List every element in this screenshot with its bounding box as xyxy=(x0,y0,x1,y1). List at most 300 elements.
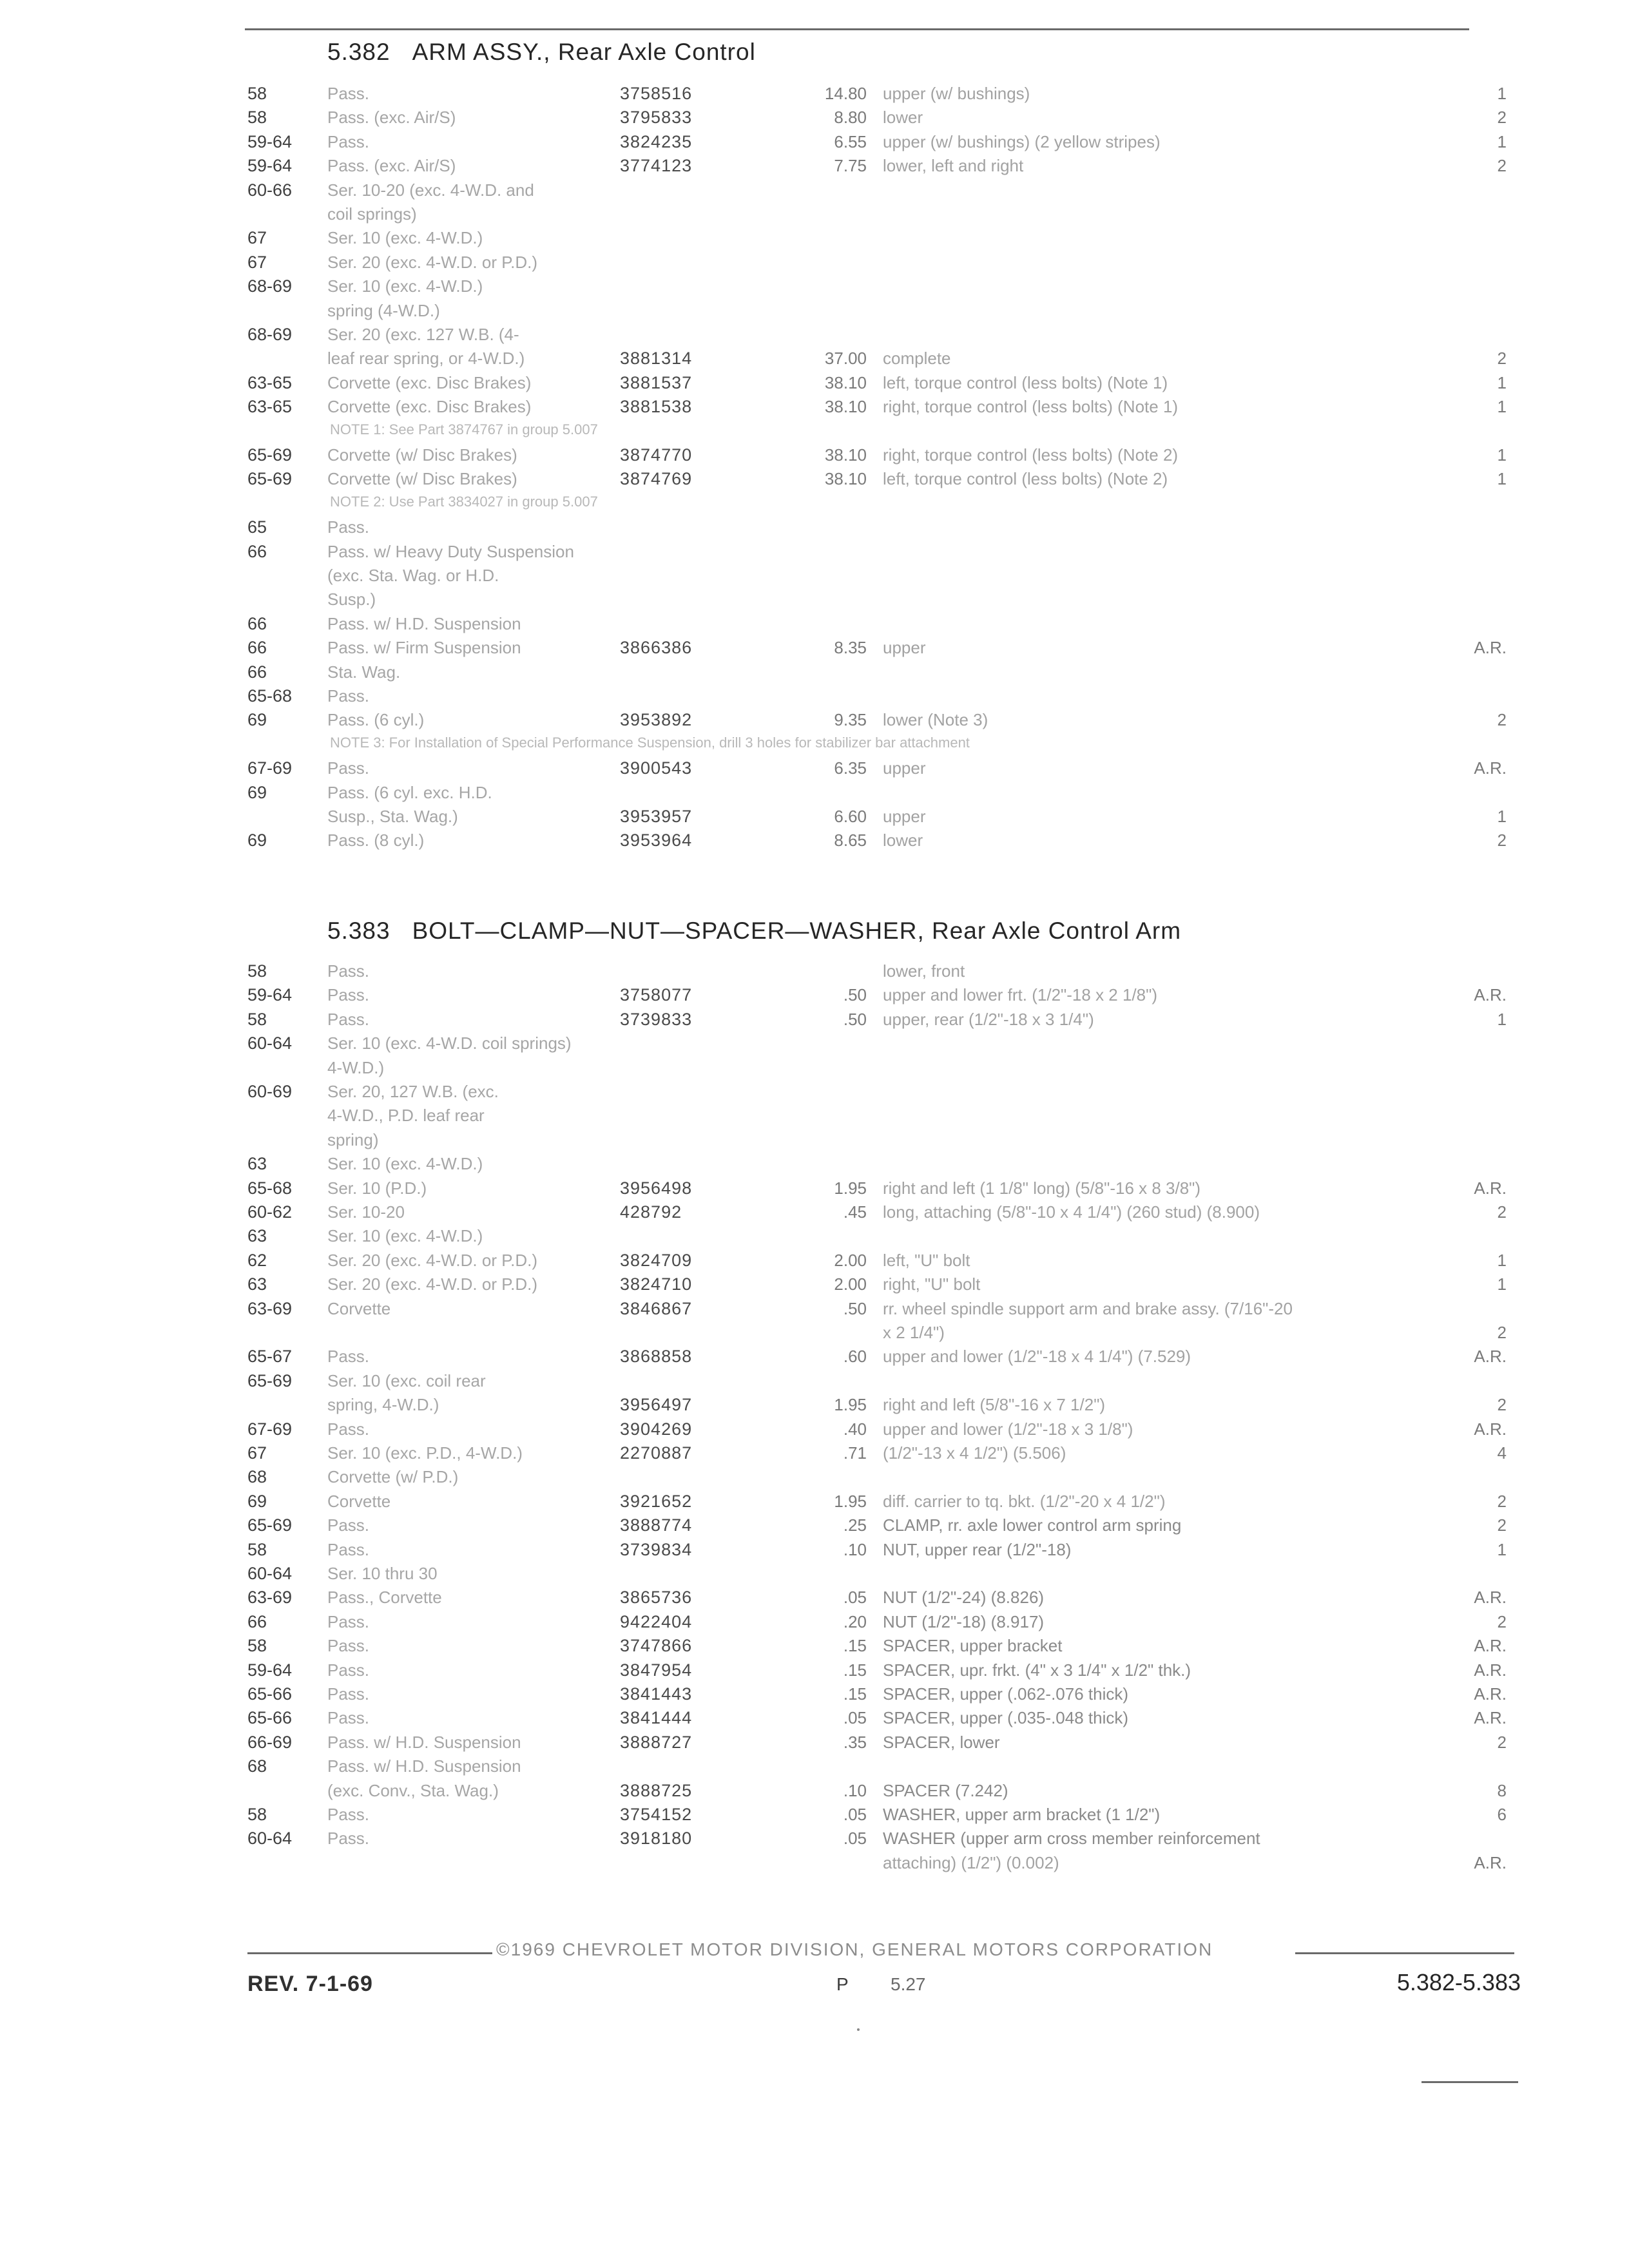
model-application: Ser. 20 (exc. 127 W.B. (4- xyxy=(327,325,519,344)
part-description: right and left (1 1/8" long) (5/8"-16 x 8 3/8") xyxy=(883,1178,1201,1198)
parts-row xyxy=(0,1514,1629,1539)
part-number: 3747866 xyxy=(620,1636,693,1655)
parts-row xyxy=(0,1611,1629,1635)
part-description: right, "U" bolt xyxy=(883,1274,981,1294)
model-application: Ser. 10 (exc. coil rear xyxy=(327,1371,486,1390)
list-price: 6.60 xyxy=(834,807,867,826)
parts-row xyxy=(0,155,1629,179)
quantity: 1 xyxy=(1497,1251,1507,1270)
quantity: 2 xyxy=(1497,108,1507,127)
list-price: 6.35 xyxy=(834,758,867,778)
list-price: .25 xyxy=(843,1515,867,1535)
part-number: 3758077 xyxy=(620,985,693,1004)
part-number: 3881537 xyxy=(620,373,693,392)
parts-row xyxy=(0,1321,1629,1346)
part-description: NUT (1/2"-18) (8.917) xyxy=(883,1612,1045,1631)
model-year: 65 xyxy=(247,517,267,537)
part-description: SPACER, upr. frkt. (4" x 3 1/4" x 1/2" thk.) xyxy=(883,1660,1191,1680)
part-number: 3841443 xyxy=(620,1684,693,1704)
quantity: 1 xyxy=(1497,1274,1507,1294)
parts-row xyxy=(0,372,1629,396)
model-application: Pass. w/ H.D. Suspension xyxy=(327,614,521,633)
quantity: 1 xyxy=(1497,84,1507,103)
part-description: right and left (5/8"-16 x 7 1/2") xyxy=(883,1395,1106,1414)
part-number: 2270887 xyxy=(620,1443,693,1463)
model-year: 60-62 xyxy=(247,1202,293,1222)
model-year: 58 xyxy=(247,1805,267,1824)
model-year: 67 xyxy=(247,228,267,247)
model-application: Pass. xyxy=(327,517,370,537)
model-year: 65-67 xyxy=(247,1347,293,1366)
model-year: 69 xyxy=(247,831,267,850)
list-price: .71 xyxy=(843,1443,867,1463)
model-year: 68 xyxy=(247,1467,267,1486)
parts-row xyxy=(0,805,1629,830)
list-price: .05 xyxy=(843,1588,867,1607)
model-year: 58 xyxy=(247,1010,267,1029)
model-year: 58 xyxy=(247,961,267,981)
model-application: Pass. xyxy=(327,758,370,778)
model-year: 58 xyxy=(247,1540,267,1559)
list-price: .60 xyxy=(843,1347,867,1366)
part-number: 3956498 xyxy=(620,1178,693,1198)
parts-row xyxy=(0,347,1629,372)
parts-row xyxy=(0,782,1629,806)
model-year: 67-69 xyxy=(247,1419,293,1439)
model-year: 65-66 xyxy=(247,1684,293,1704)
quantity: A.R. xyxy=(1474,638,1507,657)
part-description: attaching) (1/2") (0.002) xyxy=(883,1853,1059,1872)
part-number: 3841444 xyxy=(620,1708,693,1727)
list-price: .05 xyxy=(843,1805,867,1824)
footnote: NOTE 1: See Part 3874767 in group 5.007 xyxy=(330,421,598,437)
parts-row xyxy=(0,564,1629,589)
list-price: .35 xyxy=(843,1733,867,1752)
model-year: 63 xyxy=(247,1154,267,1173)
part-description: upper and lower (1/2"-18 x 3 1/8") xyxy=(883,1419,1133,1439)
parts-row xyxy=(0,444,1629,468)
model-application: spring (4-W.D.) xyxy=(327,301,440,320)
part-number: 9422404 xyxy=(620,1612,693,1631)
quantity: 1 xyxy=(1497,807,1507,826)
parts-row xyxy=(0,1394,1629,1418)
part-number: 3754152 xyxy=(620,1805,693,1824)
model-application: Pass. xyxy=(327,1612,370,1631)
model-application: Corvette (w/ Disc Brakes) xyxy=(327,445,517,465)
quantity: A.R. xyxy=(1474,1636,1507,1655)
quantity: 2 xyxy=(1497,349,1507,368)
model-year: 60-66 xyxy=(247,180,293,200)
part-number: 3900543 xyxy=(620,758,693,778)
model-year: 65-69 xyxy=(247,445,293,465)
part-number: 3795833 xyxy=(620,108,693,127)
part-description: left, torque control (less bolts) (Note 1) xyxy=(883,373,1168,392)
model-application: Ser. 10 (exc. 4-W.D.) xyxy=(327,276,483,296)
model-year: 58 xyxy=(247,1636,267,1655)
section-heading: BOLT—CLAMP—NUT—SPACER—WASHER, Rear Axle Control Arm xyxy=(412,918,1182,944)
quantity: A.R. xyxy=(1474,1178,1507,1198)
model-year: 68-69 xyxy=(247,276,293,296)
parts-row xyxy=(0,829,1629,854)
parts-row xyxy=(0,588,1629,613)
model-year: 63 xyxy=(247,1274,267,1294)
list-price: 38.10 xyxy=(824,469,867,488)
quantity: A.R. xyxy=(1474,1853,1507,1872)
model-application: Pass. xyxy=(327,686,370,706)
parts-row xyxy=(0,1442,1629,1466)
copyright-line: ©1969 CHEVROLET MOTOR DIVISION, GENERAL MOTORS CORPORATION xyxy=(496,1939,1213,1959)
parts-row xyxy=(0,1418,1629,1443)
quantity: 2 xyxy=(1497,1395,1507,1414)
list-price: .15 xyxy=(843,1684,867,1704)
part-number: 3881538 xyxy=(620,397,693,416)
model-application: Ser. 20, 127 W.B. (exc. xyxy=(327,1082,499,1101)
model-application: Pass. xyxy=(327,1419,370,1439)
model-year: 59-64 xyxy=(247,1660,293,1680)
model-application: Pass. xyxy=(327,1684,370,1704)
parts-row xyxy=(0,1104,1629,1129)
footer-rule-left xyxy=(247,1952,492,1954)
parts-row xyxy=(0,1539,1629,1563)
model-application: leaf rear spring, or 4-W.D.) xyxy=(327,349,525,368)
quantity: 2 xyxy=(1497,156,1507,175)
parts-row xyxy=(0,396,1629,420)
list-price: .50 xyxy=(843,1010,867,1029)
footnote: NOTE 2: Use Part 3834027 in group 5.007 xyxy=(330,494,598,510)
model-application: Pass. xyxy=(327,1708,370,1727)
parts-row xyxy=(0,1707,1629,1731)
part-number: 3866386 xyxy=(620,638,693,657)
part-description: upper (w/ bushings) (2 yellow stripes) xyxy=(883,132,1161,151)
part-description: lower xyxy=(883,108,923,127)
model-application: Pass. xyxy=(327,84,370,103)
parts-row xyxy=(0,1635,1629,1659)
list-price: .10 xyxy=(843,1781,867,1800)
part-number: 3865736 xyxy=(620,1588,693,1607)
quantity: 1 xyxy=(1497,397,1507,416)
model-application: (exc. Conv., Sta. Wag.) xyxy=(327,1781,499,1800)
parts-row xyxy=(0,275,1629,300)
parts-row xyxy=(0,1032,1629,1057)
part-number: 3846867 xyxy=(620,1299,693,1318)
part-description: NUT (1/2"-24) (8.826) xyxy=(883,1588,1045,1607)
model-year: 59-64 xyxy=(247,985,293,1004)
model-year: 69 xyxy=(247,783,267,802)
model-application: Corvette (w/ Disc Brakes) xyxy=(327,469,517,488)
part-number: 3824709 xyxy=(620,1251,693,1270)
model-application: Pass. (exc. Air/S) xyxy=(327,108,456,127)
parts-row xyxy=(0,300,1629,324)
parts-row xyxy=(0,757,1629,782)
list-price: 1.95 xyxy=(834,1492,867,1511)
parts-row xyxy=(0,1370,1629,1394)
model-application: Pass. w/ Firm Suspension xyxy=(327,638,521,657)
part-description: long, attaching (5/8"-10 x 4 1/4") (260 stud) (8.900) xyxy=(883,1202,1260,1222)
page-number: 5.27 xyxy=(891,1974,926,1994)
top-rule xyxy=(245,28,1469,30)
model-application: 4-W.D., P.D. leaf rear xyxy=(327,1106,485,1125)
part-number: 3921652 xyxy=(620,1492,693,1511)
part-description: NUT, upper rear (1/2"-18) xyxy=(883,1540,1072,1559)
list-price: .10 xyxy=(843,1540,867,1559)
model-year: 63 xyxy=(247,1226,267,1245)
list-price: .50 xyxy=(843,985,867,1004)
parts-row xyxy=(0,131,1629,155)
parts-row xyxy=(0,82,1629,107)
parts-row xyxy=(0,1490,1629,1515)
list-price: .40 xyxy=(843,1419,867,1439)
part-description: SPACER, upper bracket xyxy=(883,1636,1063,1655)
quantity: 2 xyxy=(1497,1323,1507,1342)
model-year: 65-68 xyxy=(247,686,293,706)
part-description: SPACER, lower xyxy=(883,1733,1000,1752)
model-application: Ser. 20 (exc. 4-W.D. or P.D.) xyxy=(327,1274,538,1294)
list-price: 8.35 xyxy=(834,638,867,657)
quantity: 2 xyxy=(1497,710,1507,729)
part-description: right, torque control (less bolts) (Note 2) xyxy=(883,445,1179,465)
model-year: 60-64 xyxy=(247,1033,293,1053)
list-price: .45 xyxy=(843,1202,867,1222)
quantity: 2 xyxy=(1497,1733,1507,1752)
list-price: 1.95 xyxy=(834,1395,867,1414)
list-price: .15 xyxy=(843,1660,867,1680)
part-description: SPACER (7.242) xyxy=(883,1781,1008,1800)
parts-row xyxy=(0,1586,1629,1611)
part-number: 3874769 xyxy=(620,469,693,488)
footer-rule-right xyxy=(1295,1952,1514,1954)
model-year: 67 xyxy=(247,1443,267,1463)
model-year: 65-69 xyxy=(247,1371,293,1390)
parts-row xyxy=(0,1249,1629,1274)
parts-row xyxy=(0,1827,1629,1852)
list-price: 14.80 xyxy=(824,84,867,103)
part-description: rr. wheel spindle support arm and brake assy. (7/16"-20 xyxy=(883,1299,1293,1318)
model-application: Pass. w/ H.D. Suspension xyxy=(327,1756,521,1776)
list-price: 37.00 xyxy=(824,349,867,368)
model-application: Sta. Wag. xyxy=(327,662,401,682)
quantity: A.R. xyxy=(1474,1660,1507,1680)
list-price: .50 xyxy=(843,1299,867,1318)
part-description: CLAMP, rr. axle lower control arm spring xyxy=(883,1515,1182,1535)
model-application: Pass. (6 cyl. exc. H.D. xyxy=(327,783,492,802)
parts-row xyxy=(0,1201,1629,1225)
list-price: 1.95 xyxy=(834,1178,867,1198)
model-application: Ser. 10 (P.D.) xyxy=(327,1178,427,1198)
model-application: 4-W.D.) xyxy=(327,1058,385,1077)
part-description: lower, front xyxy=(883,961,965,981)
quantity: 6 xyxy=(1497,1805,1507,1824)
model-application: Pass. xyxy=(327,1347,370,1366)
parts-row xyxy=(0,1466,1629,1490)
model-application: Pass. xyxy=(327,132,370,151)
model-year: 63-69 xyxy=(247,1299,293,1318)
quantity: 8 xyxy=(1497,1781,1507,1800)
quantity: A.R. xyxy=(1474,1347,1507,1366)
model-application: Ser. 10 thru 30 xyxy=(327,1564,438,1583)
parts-row xyxy=(0,179,1629,204)
quantity: 2 xyxy=(1497,1202,1507,1222)
parts-row xyxy=(0,1057,1629,1081)
parts-row xyxy=(0,1562,1629,1587)
group-range: 5.382-5.383 xyxy=(1396,1969,1521,1995)
part-number: 3874770 xyxy=(620,445,693,465)
part-number: 3774123 xyxy=(620,156,693,175)
parts-row xyxy=(0,685,1629,709)
parts-row xyxy=(0,1273,1629,1298)
model-application: Pass. (6 cyl.) xyxy=(327,710,425,729)
list-price: 38.10 xyxy=(824,445,867,465)
parts-row xyxy=(0,1780,1629,1804)
parts-row xyxy=(0,1298,1629,1322)
model-year: 66-69 xyxy=(247,1733,293,1752)
model-application: Pass. xyxy=(327,1660,370,1680)
model-year: 60-64 xyxy=(247,1564,293,1583)
part-number: 3847954 xyxy=(620,1660,693,1680)
part-description: diff. carrier to tq. bkt. (1/2"-20 x 4 1/2") xyxy=(883,1492,1166,1511)
list-price: 8.65 xyxy=(834,831,867,850)
model-application: Pass. (exc. Air/S) xyxy=(327,156,456,175)
part-number: 3739834 xyxy=(620,1540,693,1559)
model-application: Pass. xyxy=(327,1540,370,1559)
parts-row xyxy=(0,468,1629,492)
part-number: 3953892 xyxy=(620,710,693,729)
part-description: upper xyxy=(883,638,926,657)
parts-row xyxy=(0,1803,1629,1828)
page-letter: P xyxy=(836,1974,849,1994)
list-price: 38.10 xyxy=(824,373,867,392)
model-year: 67 xyxy=(247,253,267,272)
list-price: 38.10 xyxy=(824,397,867,416)
parts-row xyxy=(0,1177,1629,1202)
model-application: Corvette (exc. Disc Brakes) xyxy=(327,373,532,392)
parts-row xyxy=(0,637,1629,661)
model-application: Ser. 10 (exc. 4-W.D.) xyxy=(327,1226,483,1245)
model-year: 66 xyxy=(247,662,267,682)
quantity: 1 xyxy=(1497,132,1507,151)
list-price: .20 xyxy=(843,1612,867,1631)
quantity: 2 xyxy=(1497,1515,1507,1535)
parts-row xyxy=(0,613,1629,637)
list-price: 9.35 xyxy=(834,710,867,729)
part-description: left, torque control (less bolts) (Note 2) xyxy=(883,469,1168,488)
model-year: 63-69 xyxy=(247,1588,293,1607)
model-application: Ser. 20 (exc. 4-W.D. or P.D.) xyxy=(327,253,538,272)
part-number: 3888774 xyxy=(620,1515,693,1535)
part-number: 3953957 xyxy=(620,807,693,826)
part-number: 3868858 xyxy=(620,1347,693,1366)
list-price: 2.00 xyxy=(834,1251,867,1270)
part-description: upper xyxy=(883,758,926,778)
list-price: .05 xyxy=(843,1708,867,1727)
model-year: 69 xyxy=(247,1492,267,1511)
model-year: 66 xyxy=(247,638,267,657)
quantity: 1 xyxy=(1497,469,1507,488)
model-application: Ser. 10-20 (exc. 4-W.D. and xyxy=(327,180,534,200)
section-heading: ARM ASSY., Rear Axle Control xyxy=(412,39,756,65)
list-price: 2.00 xyxy=(834,1274,867,1294)
model-year: 58 xyxy=(247,108,267,127)
list-price: 8.80 xyxy=(834,108,867,127)
parts-row xyxy=(0,1755,1629,1780)
quantity: A.R. xyxy=(1474,1684,1507,1704)
parts-row xyxy=(0,1852,1629,1876)
part-number: 3888725 xyxy=(620,1781,693,1800)
model-application: Susp.) xyxy=(327,590,376,609)
parts-row xyxy=(0,203,1629,227)
model-year: 66 xyxy=(247,614,267,633)
quantity: 1 xyxy=(1497,1010,1507,1029)
parts-row xyxy=(0,227,1629,251)
model-application: Ser. 10 (exc. 4-W.D.) xyxy=(327,1154,483,1173)
model-application: Ser. 20 (exc. 4-W.D. or P.D.) xyxy=(327,1251,538,1270)
list-price: .15 xyxy=(843,1636,867,1655)
parts-row xyxy=(0,1008,1629,1033)
model-year: 69 xyxy=(247,710,267,729)
parts-row xyxy=(0,251,1629,276)
model-year: 65-66 xyxy=(247,1708,293,1727)
model-application: Pass. xyxy=(327,1636,370,1655)
model-application: coil springs) xyxy=(327,204,417,224)
part-description: complete xyxy=(883,349,951,368)
parts-row xyxy=(0,106,1629,131)
model-application: Ser. 10 (exc. 4-W.D. coil springs) xyxy=(327,1033,572,1053)
model-year: 65-69 xyxy=(247,1515,293,1535)
parts-row xyxy=(0,516,1629,541)
part-description: right, torque control (less bolts) (Note 1) xyxy=(883,397,1179,416)
section-number: 5.382 xyxy=(327,39,390,65)
model-year: 68 xyxy=(247,1756,267,1776)
parts-row xyxy=(0,709,1629,733)
model-application: Corvette (w/ P.D.) xyxy=(327,1467,459,1486)
part-description: lower xyxy=(883,831,923,850)
model-application: Ser. 10-20 xyxy=(327,1202,405,1222)
model-application: Corvette (exc. Disc Brakes) xyxy=(327,397,532,416)
model-year: 65-68 xyxy=(247,1178,293,1198)
model-application: Pass. (8 cyl.) xyxy=(327,831,425,850)
part-description: lower, left and right xyxy=(883,156,1024,175)
part-description: left, "U" bolt xyxy=(883,1251,970,1270)
quantity: A.R. xyxy=(1474,1588,1507,1607)
model-year: 59-64 xyxy=(247,132,293,151)
section-title xyxy=(327,918,1203,945)
model-year: 67-69 xyxy=(247,758,293,778)
part-number: 3888727 xyxy=(620,1733,693,1752)
quantity: 4 xyxy=(1497,1443,1507,1463)
part-description: SPACER, upper (.062-.076 thick) xyxy=(883,1684,1129,1704)
section-number: 5.383 xyxy=(327,918,390,944)
parts-row xyxy=(0,1153,1629,1177)
parts-row xyxy=(0,323,1629,348)
model-application: spring, 4-W.D.) xyxy=(327,1395,439,1414)
section-title xyxy=(327,39,778,66)
part-number: 3918180 xyxy=(620,1829,693,1848)
quantity: 1 xyxy=(1497,373,1507,392)
part-description: upper, rear (1/2"-18 x 3 1/4") xyxy=(883,1010,1094,1029)
quantity: 2 xyxy=(1497,831,1507,850)
part-number: 3824235 xyxy=(620,132,693,151)
list-price: 7.75 xyxy=(834,156,867,175)
part-description: upper and lower frt. (1/2"-18 x 2 1/8") xyxy=(883,985,1158,1004)
list-price: 6.55 xyxy=(834,132,867,151)
part-description: WASHER, upper arm bracket (1 1/2") xyxy=(883,1805,1161,1824)
quantity: 2 xyxy=(1497,1612,1507,1631)
part-description: (1/2"-13 x 4 1/2") (5.506) xyxy=(883,1443,1066,1463)
part-description: lower (Note 3) xyxy=(883,710,988,729)
model-application: Pass. xyxy=(327,1010,370,1029)
revision-date: REV. 7-1-69 xyxy=(247,1972,373,1996)
part-number: 428792 xyxy=(620,1202,682,1222)
model-year: 68-69 xyxy=(247,325,293,344)
